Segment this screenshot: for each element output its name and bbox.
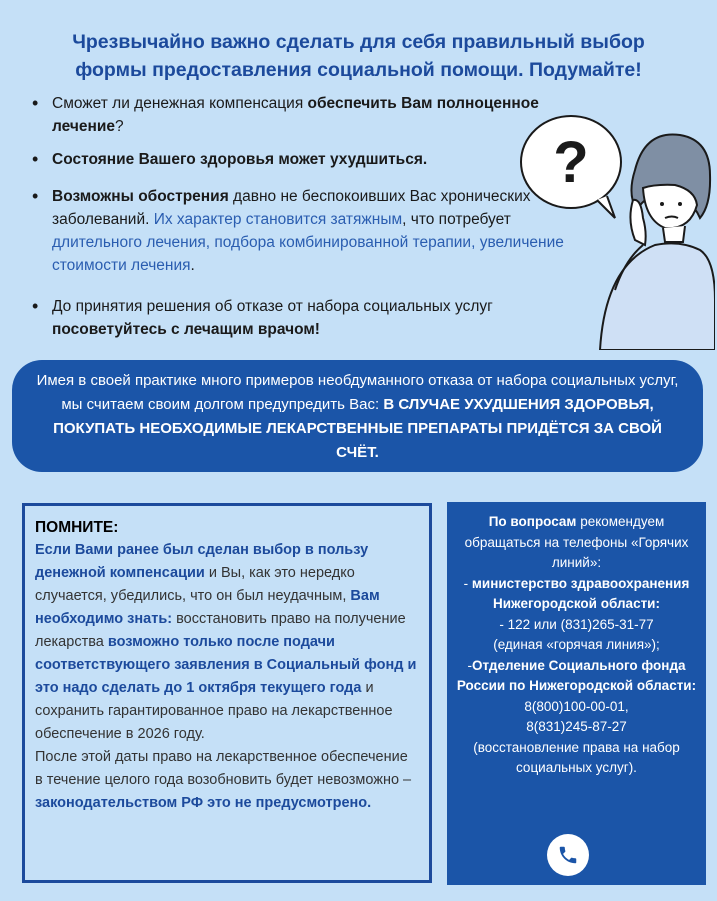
remember-text: и Вы, как это нередко случается, убедились, что он был неудачным, — [35, 565, 355, 604]
page-heading — [0, 28, 717, 84]
hotline-phone: 8(831)245-87-27 — [526, 719, 627, 734]
remember-box — [22, 503, 432, 883]
hotline-org-2 — [455, 656, 698, 697]
remember-text: восстановить право на получение лекарства — [35, 611, 406, 650]
neck — [663, 226, 685, 242]
hotline-intro-text: рекомендуем обращаться на телефоны «Горячих линий»: — [464, 514, 689, 570]
dash: - — [467, 657, 472, 673]
remember-bold: Если Вами ранее был сделан выбор в пользу денежной компенсации — [35, 542, 369, 581]
hotline-box — [447, 502, 706, 885]
bullet-bold: Возможны обострения — [52, 188, 229, 205]
hotline-intro-bold: По вопросам — [488, 514, 577, 529]
warning-banner — [12, 360, 703, 472]
list-item — [30, 92, 570, 138]
hand — [630, 200, 645, 245]
hotline-phone: - 122 или (831)265-31-77 — [499, 616, 654, 632]
remember-text: После этой даты право на лекарственное обеспечение в течение целого года возобновить будет невозможно – — [35, 749, 412, 788]
bullet-text: ? — [115, 118, 124, 135]
bullet-bold: посоветуйтесь с лечащим врачом! — [52, 321, 320, 338]
bullet-highlight: длительного лечения, подбора комбинированной терапии, увеличение стоимости лечения — [52, 234, 564, 274]
heading-line-2: формы предоставления социальной помощи. Подумайте! — [75, 59, 642, 81]
bullet-text: До принятия решения об отказе от набора социальных услуг — [52, 298, 493, 315]
bullet-text: давно не беспокоивших Вас хронических заболеваний. — [52, 188, 531, 228]
list-item — [30, 185, 570, 277]
bullet-text: , что потребует — [402, 211, 511, 228]
hotline-note: (восстановление права на набор социальных услуг). — [473, 739, 680, 775]
remember-paragraph — [35, 746, 419, 815]
bullet-text: . — [190, 257, 195, 274]
remember-text: и сохранить гарантированное право на лекарственное обеспечение в 2026 году. — [35, 680, 393, 742]
hotline-note: (единая «горячая линия»); — [493, 637, 660, 652]
list-item — [30, 148, 570, 171]
heading-line-1: Чрезвычайно важно сделать для себя правильный выбор — [72, 31, 645, 53]
thinking-woman-illustration — [515, 100, 715, 350]
face — [643, 185, 697, 228]
banner-warning: В СЛУЧАЕ УХУДШЕНИЯ ЗДОРОВЬЯ, ПОКУПАТЬ НЕОБХОДИМЫЕ ЛЕКАРСТВЕННЫЕ ПРЕПАРАТЫ ПРИДЁТСЯ ЗА СВОЙ СЧЁТ. — [53, 396, 662, 461]
sweater — [600, 243, 715, 350]
list-item — [30, 295, 570, 341]
hotline-org-1 — [455, 574, 698, 615]
bullet-bold: Состояние Вашего здоровья может ухудшиться. — [52, 151, 428, 168]
hotline-intro — [455, 512, 698, 574]
speech-bubble-tail — [597, 196, 615, 218]
eye — [660, 202, 664, 206]
bullet-text: Сможет ли денежная компенсация — [52, 95, 308, 112]
remember-bold: законодательством РФ это не предусмотрено. — [35, 795, 372, 811]
warning-list — [30, 92, 570, 351]
remember-title: ПОМНИТЕ: — [35, 519, 119, 536]
phone-icon-glyph — [557, 844, 579, 866]
dash: - — [463, 575, 472, 591]
org-name: Отделение Социального фонда России по Нижегородской области: — [456, 657, 697, 693]
phone-icon — [547, 834, 589, 876]
banner-text: Имея в своей практике много примеров необдуманного отказа от набора социальных услуг, мы считаем своим долгом предупредить Вас: — [36, 372, 679, 413]
remember-paragraph — [35, 539, 419, 746]
question-mark: ? — [553, 130, 589, 195]
bullet-highlight: Их характер становится затяжным — [153, 211, 403, 228]
remember-bold: Вам необходимо знать: — [35, 588, 380, 627]
hotline-phone: 8(800)100-00-01, — [524, 698, 629, 714]
bullet-bold: обеспечить Вам полноценное лечение — [52, 95, 539, 135]
eye — [678, 202, 682, 206]
remember-bold: возможно только после подачи соответствующего заявления в Социальный фонд и это надо сделать до 1 октября текущего года — [35, 634, 417, 696]
org-name: министерство здравоохранения Нижегородской области: — [471, 575, 690, 611]
